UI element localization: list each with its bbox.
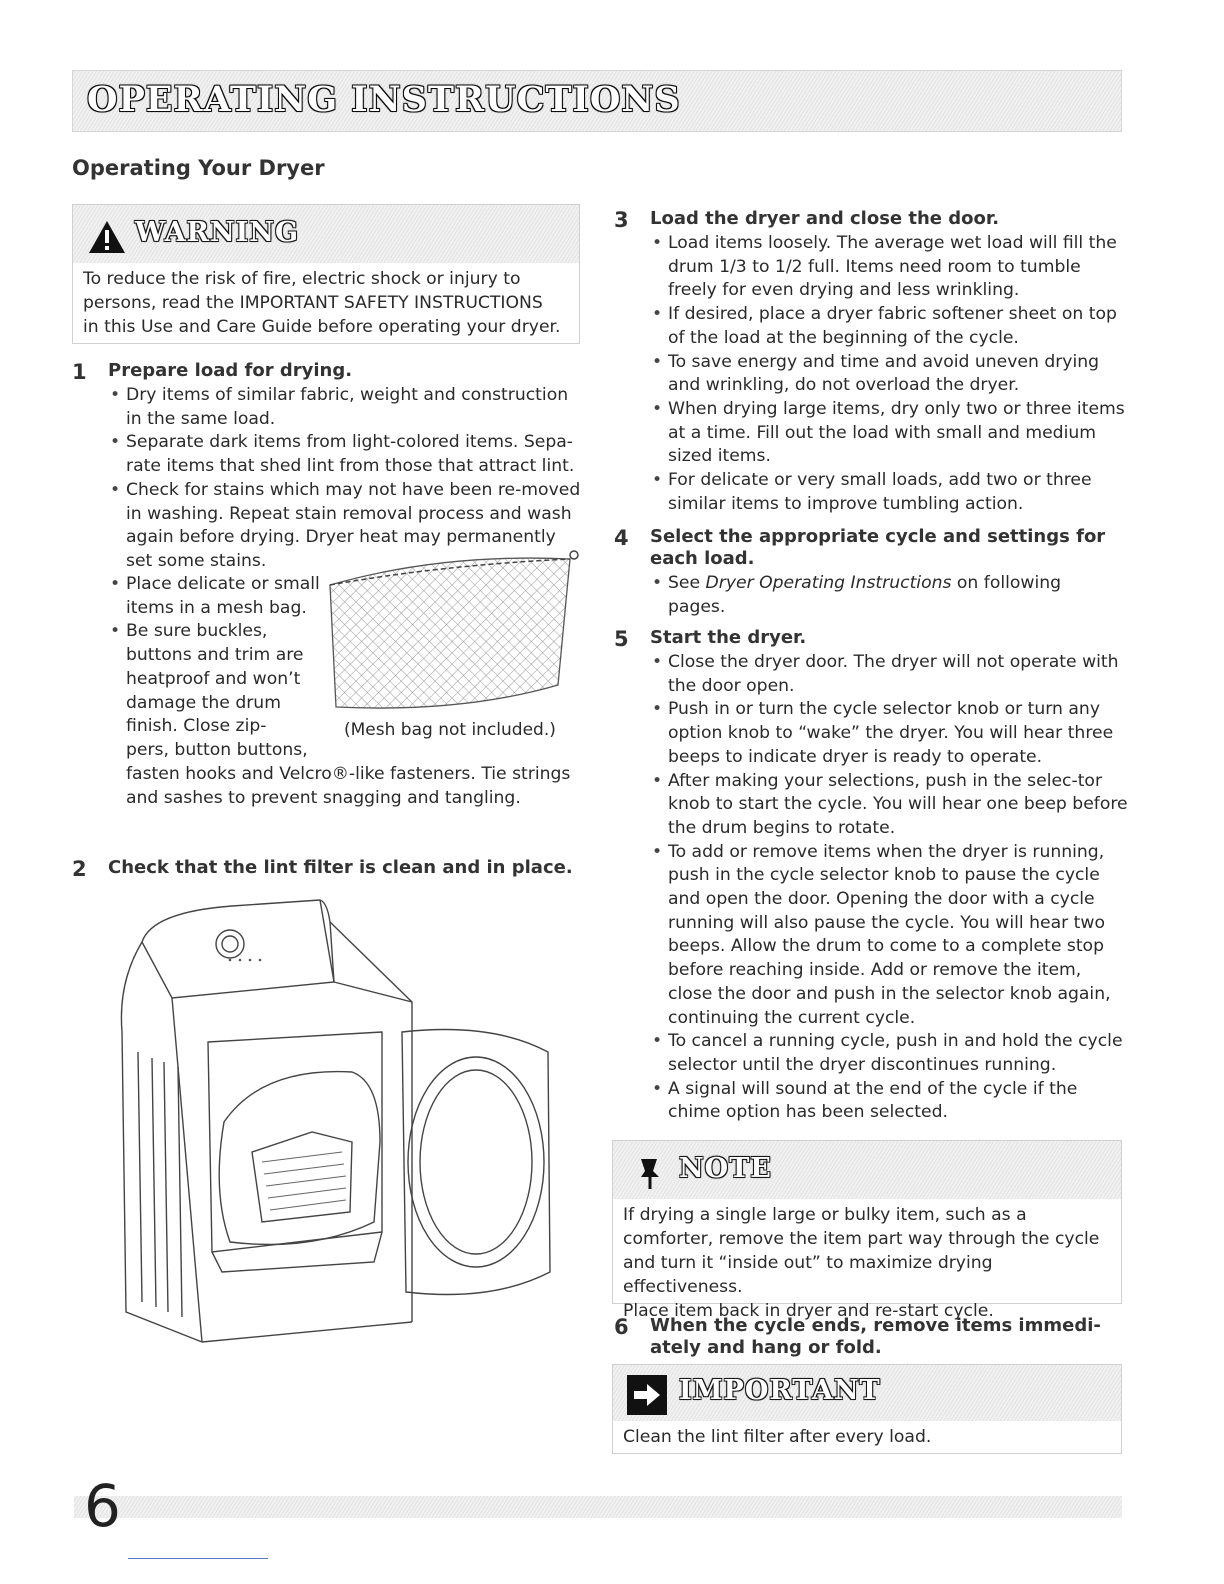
mesh-bag-caption: (Mesh bag not included.)	[344, 720, 556, 740]
step-2	[72, 857, 592, 879]
note-line: Place item back in dryer and re-start cycle.	[623, 1301, 994, 1321]
wrap-line: items in a mesh bag.	[126, 597, 307, 618]
dryer-illustration	[112, 892, 572, 1362]
warning-line: To reduce the risk of fire, electric shock or injury to	[83, 269, 521, 289]
step-number: 1	[72, 360, 87, 384]
important-box	[612, 1364, 1122, 1454]
step-title: Check that the lint filter is clean and in place.	[108, 857, 573, 878]
step-title: Select the appropriate cycle and settings for each load.	[650, 526, 1106, 569]
list-item: • When drying large items, dry only two or three items at a time. Fill out the load with small and medium sized items.	[650, 398, 1134, 469]
note-header	[613, 1141, 1121, 1199]
step-4	[614, 526, 1114, 619]
step-title: Prepare load for drying.	[108, 360, 353, 381]
mesh-bag-illustration	[322, 545, 582, 725]
list-item: • Dry items of similar fabric, weight and construction in the same load.	[108, 384, 582, 431]
header-banner	[72, 70, 1122, 132]
list-item: • A signal will sound at the end of the cycle if the chime option has been selected.	[650, 1078, 1129, 1125]
list-item: • Push in or turn the cycle selector knob or turn any option knob to “wake” the dryer. You will hear three beeps to indicate dryer is ready to operate.	[650, 698, 1129, 769]
step-title: Load the dryer and close the door.	[650, 208, 1000, 229]
warning-line: in this Use and Care Guide before operating your dryer.	[83, 317, 561, 337]
wrap-line: pers, button buttons,	[126, 739, 308, 760]
note-line: and turn it “inside out” to maximize drying effectiveness.	[623, 1253, 993, 1297]
list-item: • After making your selections, push in the selec-tor knob to start the cycle. You will hear one beep before the drum begins to rotate.	[650, 770, 1129, 841]
step-5-bullets	[614, 651, 1129, 1125]
tail-line: fasten hooks and Velcro®-like fasteners. Tie strings	[126, 764, 571, 784]
page-header-title: OPERATING INSTRUCTIONS	[87, 79, 681, 120]
step-number: 4	[614, 526, 629, 550]
footer-divider	[128, 1558, 268, 1559]
step-3-bullets	[614, 232, 1134, 516]
step-number: 5	[614, 627, 629, 651]
wrap-line: • Place delicate or small	[110, 574, 320, 594]
arrow-right-icon	[627, 1375, 667, 1415]
wrap-line: heatproof and won’t	[126, 668, 301, 689]
step-3	[614, 208, 1134, 516]
list-item: • To add or remove items when the dryer is running, push in the cycle selector knob to pause the cycle and open the door. Opening the door with a cycle running will also pause the cycle. You will hear two beeps. Allow the drum to come to a complete stop before reaching inside. Add or remove the item, close the door and push in the selector knob again, continuing the current cycle.	[650, 841, 1129, 1031]
list-item: • See Dryer Operating Instructions on following pages.	[650, 572, 1114, 619]
step-number: 3	[614, 208, 629, 232]
warning-header	[73, 205, 579, 263]
list-item: • To cancel a running cycle, push in and hold the cycle selector until the dryer discontinues running.	[650, 1030, 1129, 1077]
tail-line: and sashes to prevent snagging and tangling.	[126, 787, 521, 808]
step-5	[614, 627, 1129, 1125]
warning-title: WARNING	[135, 217, 300, 248]
warning-triangle-icon	[87, 219, 127, 255]
note-line: comforter, remove the item part way through the cycle	[623, 1229, 1100, 1249]
note-box	[612, 1140, 1122, 1321]
important-header	[613, 1365, 1121, 1421]
list-item: • Close the dryer door. The dryer will not operate with the door open.	[650, 651, 1129, 698]
warning-line: persons, read the IMPORTANT SAFETY INSTRUCTIONS	[83, 293, 543, 313]
wrap-line: damage the drum	[126, 692, 281, 713]
list-item: • If desired, place a dryer fabric softener sheet on top of the load at the beginning of the cycle.	[650, 303, 1134, 350]
warning-box	[72, 204, 580, 344]
wrap-line: finish. Close zip-	[126, 716, 267, 737]
list-item: • Load items loosely. The average wet load will fill the drum 1/3 to 1/2 full. Items need room to tumble freely for even drying and less wrinkling.	[650, 232, 1134, 303]
important-text	[613, 1421, 1121, 1455]
step-title: Start the dryer.	[650, 627, 807, 648]
step-number: 6	[614, 1315, 629, 1339]
note-line: If drying a single large or bulky item, such as a	[623, 1205, 1027, 1225]
step-number: 2	[72, 857, 87, 881]
section-title: Operating Your Dryer	[72, 156, 325, 180]
list-item: • To save energy and time and avoid uneven drying and wrinkling, do not overload the dryer.	[650, 351, 1134, 398]
list-item: • For delicate or very small loads, add two or three similar items to improve tumbling action.	[650, 469, 1134, 516]
footer-bar	[74, 1496, 1122, 1518]
step-1	[72, 360, 582, 574]
step-1-tail	[126, 763, 586, 810]
step-1-wrap	[110, 573, 346, 763]
step-title: When the cycle ends, remove items immedi-ately and hang or fold.	[650, 1315, 1101, 1358]
pin-icon	[635, 1153, 665, 1193]
note-text	[613, 1199, 1121, 1329]
wrap-line: • Be sure buckles,	[110, 621, 268, 642]
step-6	[614, 1315, 1114, 1359]
important-line: Clean the lint filter after every load.	[623, 1427, 932, 1447]
warning-text	[73, 263, 579, 345]
step-4-bullets	[614, 572, 1114, 619]
wrap-line: buttons and trim are	[126, 645, 304, 666]
important-title: IMPORTANT	[679, 1375, 881, 1406]
note-title: NOTE	[679, 1153, 772, 1184]
list-item: • Separate dark items from light-colored items. Sepa-rate items that shed lint from those that attract lint.	[108, 431, 582, 478]
list-item: • Check for stains which may not have been re-moved in washing. Repeat stain removal process and wash again before drying. Dryer heat may permanently set some stains.	[108, 479, 582, 574]
page-number: 6	[84, 1472, 121, 1540]
